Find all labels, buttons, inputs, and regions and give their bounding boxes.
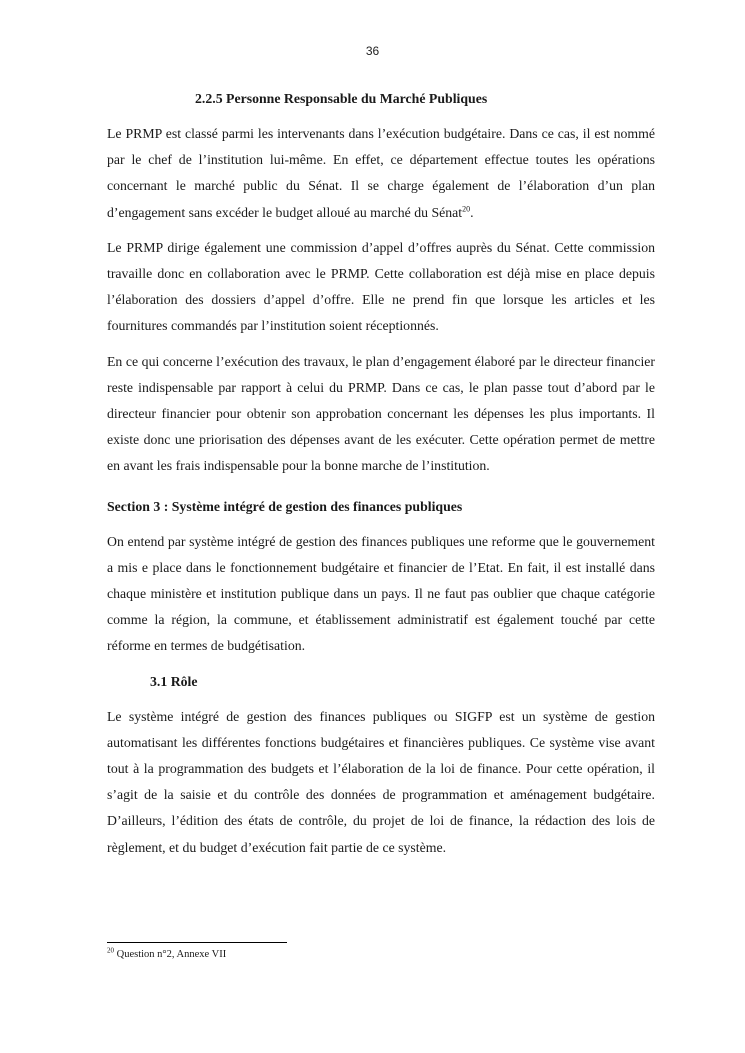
footnote-number: 20 <box>107 946 114 955</box>
paragraph-sigfp-definition: On entend par système intégré de gestion des finances publiques une reforme que le gouvernement a mis e place dans le fonctionnement budgétaire et financier de l’Etat. En fait, il est installé dans chaque ministère et institution publique dans un pays. Il ne faut pas oublier que chaque catégorie comme la région, la commune, et établissement administratif est également touché par cette réforme en termes de budgétisation. <box>107 533 655 654</box>
subsection-heading-225: 2.2.5 Personne Responsable du Marché Publiques <box>195 91 488 106</box>
footnote <box>107 948 655 962</box>
footnote-divider <box>107 942 287 943</box>
paragraph-text: Le PRMP est classé parmi les intervenants dans l’exécution budgétaire. Dans ce cas, il est nommé par le chef de l’institution lui-même. En effet, ce département effectue toutes les opérations concernant le marché public du Sénat. Il se charge également de l’élaboration d’un plan d’engagement sans excéder le budget alloué au marché du Sénat <box>107 126 655 220</box>
page-number: 36 <box>365 44 380 58</box>
section-heading-3: Section 3 : Système intégré de gestion des finances publiques <box>107 498 463 514</box>
paragraph-end: . <box>470 204 474 220</box>
paragraph-sigfp-role: Le système intégré de gestion des finances publiques ou SIGFP est un système de gestion automatisant les différentes fonctions budgétaires et financières publiques. Ce système vise avant tout à la programmation des budgets et l’élaboration de la loi de finance. Pour cette opération, il s’agit de la saisie et du contrôle des données de programmation et aménagement budgétaire. D’ailleurs, l’édition des états de contrôle, du projet de loi de finance, la rédaction des lois de règlement, et du budget d’exécution fait partie de ce système. <box>107 708 655 855</box>
subsection-heading-31: 3.1 Rôle <box>150 673 198 689</box>
paragraph-commission: Le PRMP dirige également une commission d’appel d’offres auprès du Sénat. Cette commission travaille donc en collaboration avec le PRMP. Cette collaboration est déjà mise en place depuis l’élaboration des dossiers d’appel d’offre. Elle ne prend fin que lorsque les articles et les fournitures commandés par l’institution soient réceptionnés. <box>107 239 655 334</box>
footnote-reference[interactable]: 20 <box>462 204 471 214</box>
paragraph-prmp-role <box>107 121 655 226</box>
footnote-text: Question n°2, Annexe VII <box>114 949 227 960</box>
document-body <box>107 86 655 870</box>
paragraph-execution: En ce qui concerne l’exécution des travaux, le plan d’engagement élaboré par le directeur financier reste indispensable par rapport à celui du PRMP. Dans ce cas, le plan passe tout d’abord par le directeur financier pour obtenir son approbation concernant les dépenses les plus importants. Il existe donc une priorisation des dépenses avant de les exécuter. Cette opération permet de mettre en avant les frais indispensable pour la bonne marche de l’institution. <box>107 353 655 474</box>
